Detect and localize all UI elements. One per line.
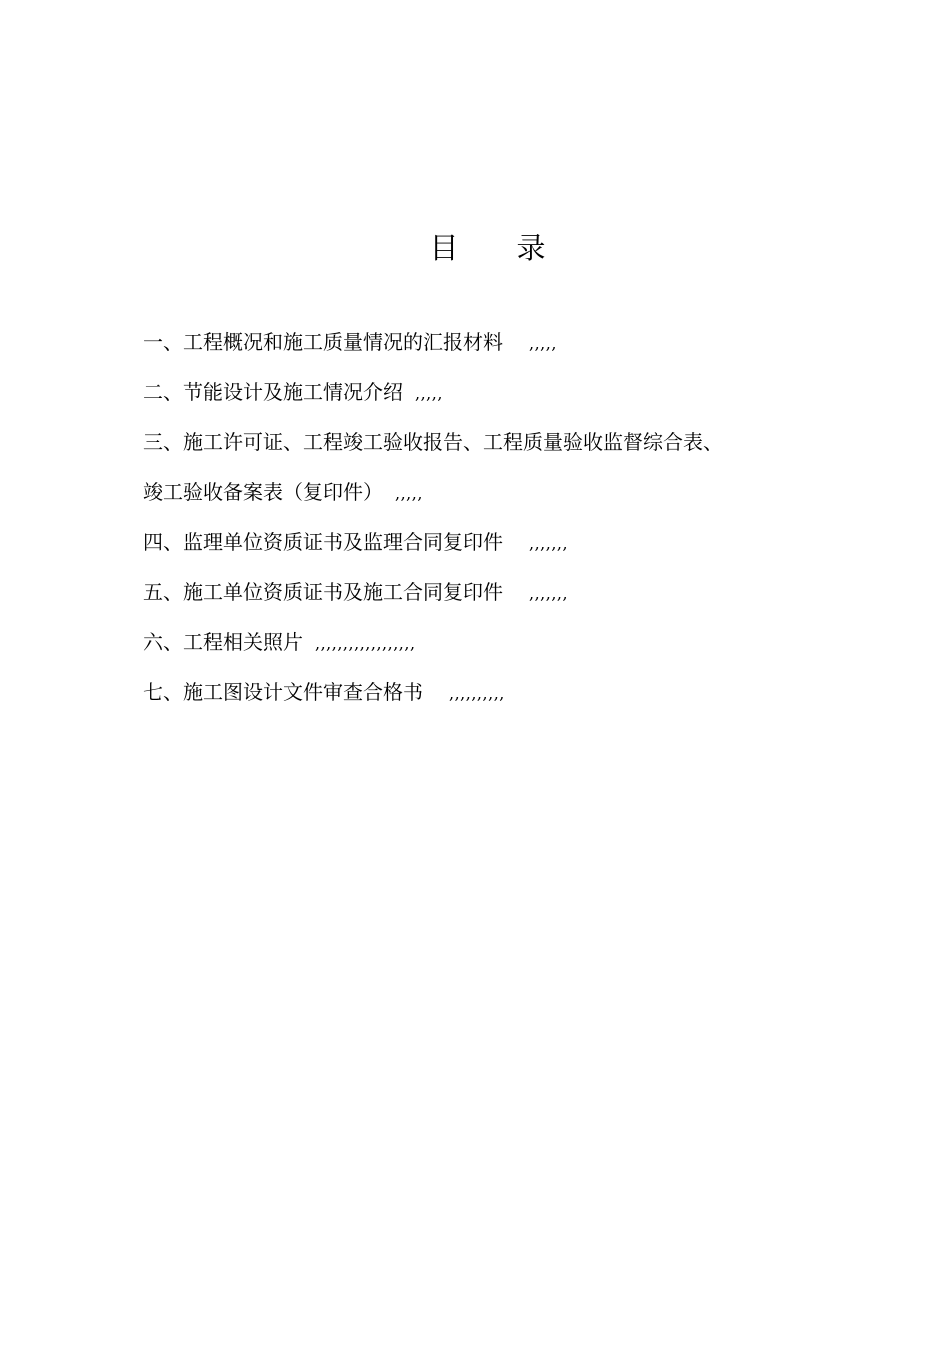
- toc-item-text: 六、工程相关照片: [143, 630, 303, 654]
- toc-item-leader: ,,,,,: [395, 484, 423, 503]
- toc-item[interactable]: [143, 678, 843, 706]
- page-title: [0, 228, 950, 268]
- toc-item[interactable]: [143, 578, 843, 606]
- page-title-char-2: 录: [516, 231, 546, 265]
- toc-item[interactable]: [143, 378, 843, 406]
- table-of-contents: [143, 328, 843, 728]
- toc-item[interactable]: [143, 328, 843, 356]
- toc-item[interactable]: [143, 528, 843, 556]
- toc-item-text: 二、节能设计及施工情况介绍: [143, 380, 403, 404]
- toc-item-leader: ,,,,,,,,,,: [449, 684, 505, 703]
- toc-item-text: 七、施工图设计文件审查合格书: [143, 680, 423, 704]
- toc-item-leader: ,,,,,,,: [529, 534, 569, 553]
- toc-item-text: 一、工程概况和施工质量情况的汇报材料: [143, 330, 503, 354]
- toc-item-leader: ,,,,,,,: [529, 584, 569, 603]
- toc-item[interactable]: [143, 478, 843, 506]
- toc-item-leader: ,,,,,: [529, 334, 557, 353]
- toc-item[interactable]: [143, 628, 843, 656]
- page-title-char-1: 目: [429, 231, 459, 265]
- toc-item-text: 竣工验收备案表（复印件）: [143, 480, 383, 504]
- toc-item-text: 三、施工许可证、工程竣工验收报告、工程质量验收监督综合表、: [143, 430, 723, 454]
- toc-item-leader: ,,,,,: [415, 384, 443, 403]
- toc-item-text: 四、监理单位资质证书及监理合同复印件: [143, 530, 503, 554]
- toc-item[interactable]: [143, 428, 843, 456]
- toc-item-leader: ,,,,,,,,,,,,,,,,,,: [315, 634, 416, 653]
- toc-item-text: 五、施工单位资质证书及施工合同复印件: [143, 580, 503, 604]
